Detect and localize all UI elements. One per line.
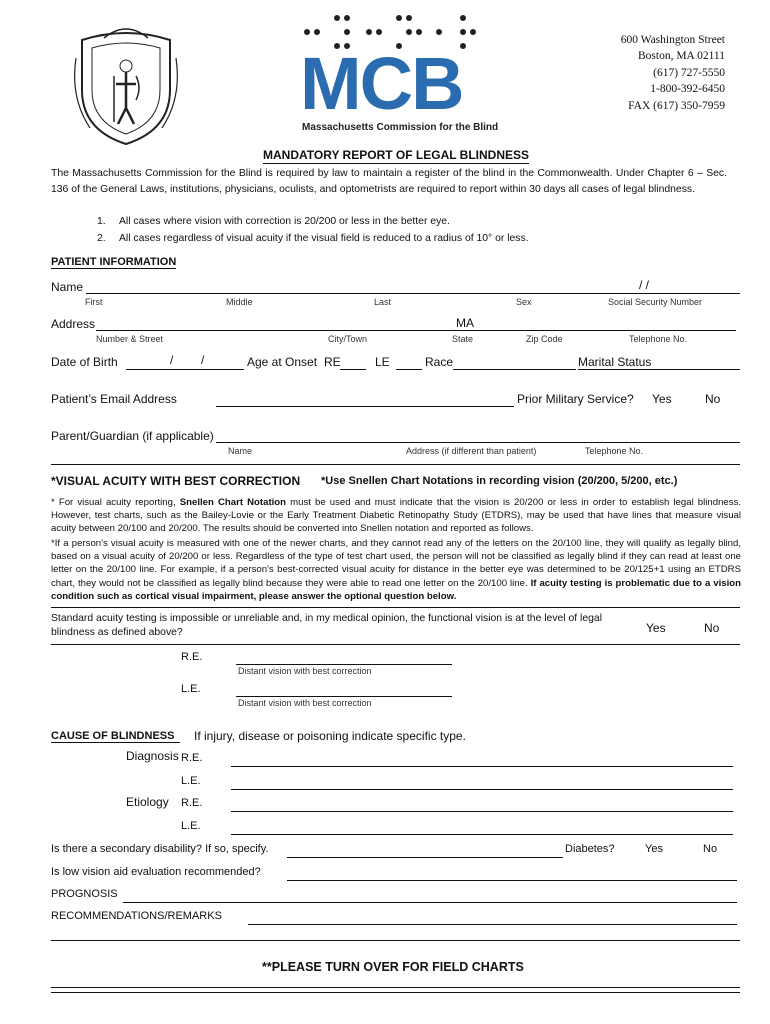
etiology-label: Etiology: [126, 795, 169, 809]
address-label: Address: [51, 317, 96, 331]
address-sub-phone: Telephone No.: [629, 334, 688, 344]
re-onset-field[interactable]: [340, 355, 366, 370]
name-sub-ssn: Social Security Number: [608, 297, 703, 307]
address-line: 1-800-392-6450: [650, 83, 725, 96]
mcb-logo: MCB: [300, 42, 463, 125]
address-line: 600 Washington Street: [620, 34, 725, 46]
guardian-label: Parent/Guardian (if applicable): [51, 429, 214, 443]
diagnosis-le-label: L.E.: [181, 775, 201, 787]
name-sub-middle: Middle: [226, 297, 253, 307]
diabetes-label: Diabetes?: [565, 843, 615, 855]
acuity-le-field[interactable]: [236, 682, 452, 697]
address-line: (617) 727-5550: [653, 66, 725, 79]
functional-vision-yes[interactable]: Yes: [646, 621, 666, 635]
criteria-text: All cases where vision with correction is 20/200 or less in the better eye.: [119, 216, 450, 227]
guardian-sub-address: Address (if different than patient): [406, 446, 537, 456]
etiology-le-label: L.E.: [181, 820, 201, 832]
patient-info-heading: PATIENT INFORMATION: [51, 256, 177, 268]
section-divider: [51, 607, 740, 608]
remarks-line: [51, 940, 740, 941]
dob-slash: /: [170, 353, 174, 367]
low-vision-label: Is low vision aid evaluation recommended?: [51, 866, 261, 878]
name-label: Name: [51, 280, 84, 294]
mcb-logo-subtitle: Massachusetts Commission for the Blind: [302, 122, 499, 133]
diagnosis-label: Diagnosis: [126, 749, 179, 763]
criteria-item: [97, 216, 450, 227]
intro-paragraph: The Massachusetts Commission for the Blind is required by law to maintain a register of the blind in the Commonwealth. Under Chapter 6 – Sec. 136 of the General Laws, institutions, physicians, oculists, and optometrists are required to report within 30 days all cases of legal blindness.: [51, 168, 727, 195]
acuity-re-field[interactable]: [236, 650, 452, 665]
acuity-p2-pre: *If a person's visual acuity is measured with one of the newer charts, and they cannot read any of the letters on the 20/100 line, they will qualify as legally blind, based on a visual acuity of 20/200 or less. Regardless of the type of test chart used, the person will not be classified as legally blind if they can read at least one letter on the 20/100 line. For example, if a person's best-corrected visual acuity for distance in the better eye was determined to be 20/125+1 using an ETDRS chart, they would not be classified as legally blind because they were able to read one letter on the 20/100 line.: [51, 538, 741, 589]
etiology-re-field[interactable]: [231, 797, 733, 812]
address-line: Boston, MA 02111: [637, 50, 725, 63]
functional-vision-question: Standard acuity testing is impossible or unreliable and, in my medical opinion, the functional vision is at the level of legal blindness as defined above?: [51, 613, 603, 638]
dob-field[interactable]: [126, 355, 244, 370]
le-onset-field[interactable]: [396, 355, 422, 370]
criteria-text: All cases regardless of visual acuity if the visual field is reduced to a radius of 10° or less.: [119, 233, 529, 244]
acuity-p1-pre: * For visual acuity reporting,: [51, 497, 180, 508]
dob-slashes: / /: [639, 278, 650, 292]
low-vision-field[interactable]: [287, 866, 737, 881]
acuity-re-label: R.E.: [181, 651, 203, 663]
address-sub-state: State: [452, 334, 474, 344]
secondary-disability-field[interactable]: [287, 843, 563, 858]
cause-instruction: If injury, disease or poisoning indicate specific type.: [194, 729, 466, 743]
military-yes[interactable]: Yes: [652, 392, 672, 406]
acuity-le-sub: Distant vision with best correction: [238, 698, 372, 708]
guardian-sub-phone: Telephone No.: [585, 446, 644, 456]
acuity-note: *Use Snellen Chart Notations in recording vision (20/200, 5/200, etc.): [321, 475, 678, 487]
etiology-re-label: R.E.: [181, 797, 203, 809]
email-label: Patient’s Email Address: [51, 392, 177, 406]
address-line: FAX (617) 350-7959: [628, 99, 725, 112]
cause-heading: CAUSE OF BLINDNESS: [51, 730, 180, 743]
address-sub-zip: Zip Code: [526, 334, 563, 344]
state-seal: [70, 18, 182, 148]
acuity-le-label: L.E.: [181, 683, 201, 695]
criteria-number: 1.: [97, 216, 106, 227]
acuity-p2-bold: If acuity testing is problematic due to a vision condition such as cortical visual impairment, please answer the optional question below.: [51, 577, 742, 602]
military-label: Prior Military Service?: [517, 392, 634, 406]
diabetes-yes[interactable]: Yes: [645, 843, 663, 855]
guardian-sub-name: Name: [228, 446, 253, 456]
address-sub-street: Number & Street: [96, 334, 164, 344]
prognosis-label: PROGNOSIS: [51, 888, 118, 900]
acuity-re-sub: Distant vision with best correction: [238, 666, 372, 676]
le-label: LE: [375, 355, 390, 369]
diabetes-no[interactable]: No: [703, 843, 718, 855]
functional-vision-no[interactable]: No: [704, 621, 720, 635]
recommendations-field[interactable]: [248, 910, 737, 925]
prognosis-field[interactable]: [123, 888, 737, 903]
footer-rule: [51, 992, 740, 993]
address-block: [621, 32, 725, 114]
acuity-heading: *VISUAL ACUITY WITH BEST CORRECTION: [51, 474, 301, 488]
address-sub-city: City/Town: [328, 334, 368, 344]
secondary-disability-label: Is there a secondary disability? If so, specify.: [51, 843, 269, 855]
acuity-paragraph-2: [51, 537, 741, 603]
address-field[interactable]: [96, 316, 736, 331]
criteria-number: 2.: [97, 233, 106, 244]
footer-rule: [51, 987, 740, 988]
age-onset-label: Age at Onset: [247, 355, 318, 369]
dob-slash: /: [201, 353, 205, 367]
etiology-le-field[interactable]: [231, 820, 733, 835]
turn-over-notice: **PLEASE TURN OVER FOR FIELD CHARTS: [262, 960, 524, 974]
state-value: MA: [456, 316, 474, 330]
criteria-item: [97, 233, 529, 244]
marital-status-field[interactable]: [578, 355, 740, 370]
diagnosis-re-field[interactable]: [231, 752, 733, 767]
recommendations-label: RECOMMENDATIONS/REMARKS: [51, 910, 222, 922]
dob-label: Date of Birth: [51, 355, 118, 369]
section-divider: [51, 644, 740, 645]
marital-status-label: Marital Status: [578, 355, 652, 369]
acuity-p1-post: must be used and must indicate that the vision is 20/200 or less in order to establish legal blindness. However, test charts, such as the Bailey-Lovie or the Early Treatment Diabetic Retinopathy Study (ETDRS), may be used that have lines that measure visual acuity between 20/100 and 20/200. The results should be converted into Snellen notation and reported as follows.: [51, 497, 741, 535]
diagnosis-re-label: R.E.: [181, 752, 203, 764]
name-sub-last: Last: [374, 297, 392, 307]
page-title: MANDATORY REPORT OF LEGAL BLINDNESS: [263, 148, 530, 162]
name-sub-first: First: [85, 297, 103, 307]
guardian-field[interactable]: [216, 428, 740, 443]
race-label: Race: [425, 355, 454, 369]
acuity-p1-bold: Snellen Chart Notation: [179, 497, 287, 508]
military-no[interactable]: No: [705, 392, 721, 406]
name-sub-sex: Sex: [516, 297, 532, 307]
acuity-paragraph-1: [51, 496, 741, 536]
race-field[interactable]: [453, 355, 576, 370]
email-field[interactable]: [216, 392, 514, 407]
diagnosis-le-field[interactable]: [231, 775, 733, 790]
re-label: RE: [324, 355, 341, 369]
section-divider: [51, 464, 740, 465]
